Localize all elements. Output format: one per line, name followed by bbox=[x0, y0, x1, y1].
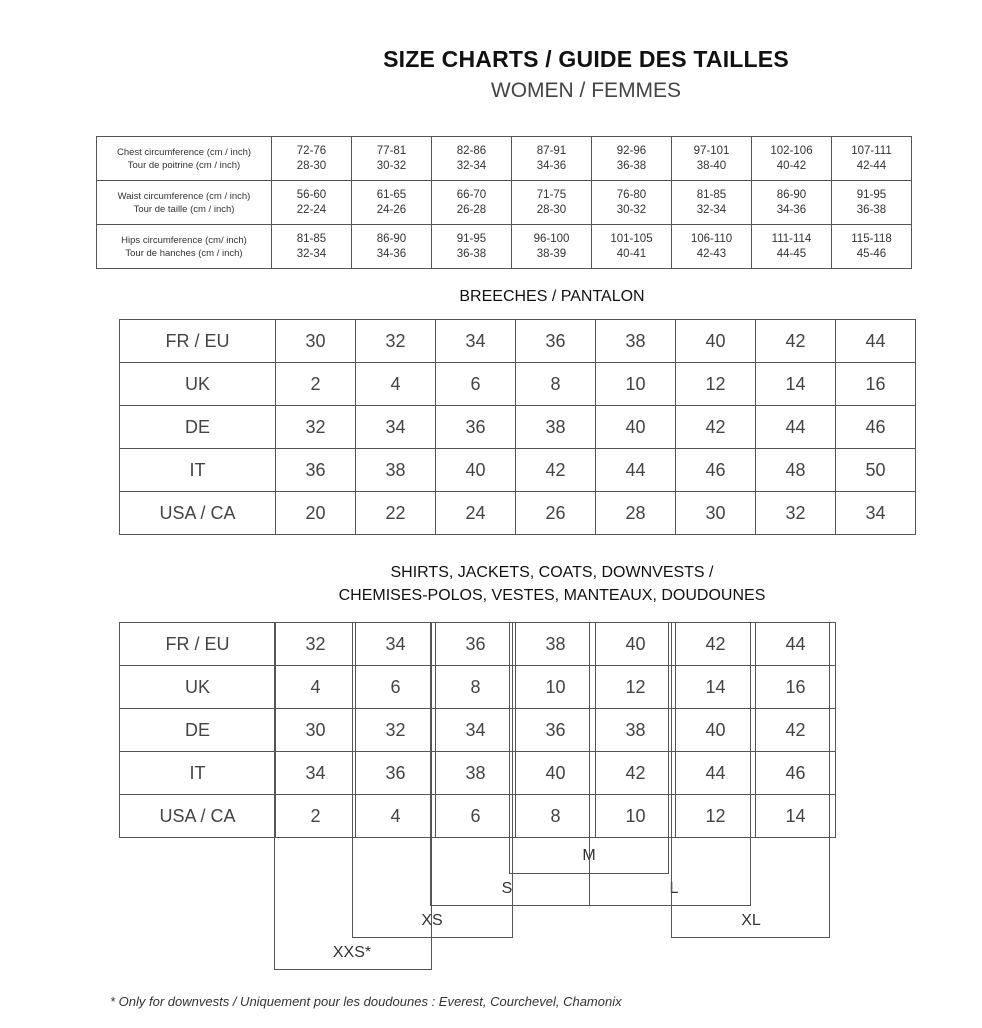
size-value: 44 bbox=[756, 406, 836, 449]
measurement-cell bbox=[752, 181, 832, 225]
cm-value: 97-101 bbox=[693, 144, 730, 157]
size-value: 32 bbox=[356, 709, 436, 752]
row-label-fr: Tour de taille (cm / inch) bbox=[133, 203, 235, 215]
size-value: 10 bbox=[596, 795, 676, 838]
size-system-label: FR / EU bbox=[120, 623, 276, 666]
measurement-cell bbox=[432, 181, 512, 225]
size-value: 12 bbox=[676, 363, 756, 406]
measurement-cell bbox=[832, 181, 912, 225]
size-value: 32 bbox=[356, 320, 436, 363]
inch-value: 32-34 bbox=[696, 203, 727, 216]
size-label-m: M bbox=[582, 847, 596, 864]
cm-value: 87-91 bbox=[536, 144, 567, 157]
size-value: 8 bbox=[516, 363, 596, 406]
inch-value: 36-38 bbox=[456, 247, 487, 260]
inch-value: 44-45 bbox=[776, 247, 807, 260]
size-value: 34 bbox=[356, 623, 436, 666]
cm-value: 82-86 bbox=[456, 144, 487, 157]
size-value: 38 bbox=[356, 449, 436, 492]
size-value: 36 bbox=[436, 406, 516, 449]
cm-value: 106-110 bbox=[690, 232, 733, 245]
size-value: 30 bbox=[276, 709, 356, 752]
bracket-xl bbox=[671, 622, 830, 938]
cm-value: 111-114 bbox=[771, 232, 812, 245]
size-value: 36 bbox=[516, 709, 596, 752]
cm-value: 81-85 bbox=[696, 188, 727, 201]
inch-value: 28-30 bbox=[536, 203, 567, 216]
measurement-cell bbox=[512, 225, 592, 269]
measurement-row-label bbox=[97, 181, 272, 225]
measurement-cell bbox=[592, 137, 672, 181]
size-value: 16 bbox=[836, 363, 916, 406]
size-value: 8 bbox=[436, 666, 516, 709]
size-value: 22 bbox=[356, 492, 436, 535]
size-system-label: IT bbox=[120, 449, 276, 492]
size-system-label: USA / CA bbox=[120, 492, 276, 535]
size-value: 42 bbox=[756, 320, 836, 363]
size-value: 4 bbox=[276, 666, 356, 709]
size-row bbox=[120, 492, 916, 535]
size-value: 4 bbox=[356, 795, 436, 838]
size-value: 32 bbox=[756, 492, 836, 535]
size-value: 38 bbox=[516, 406, 596, 449]
size-value: 48 bbox=[756, 449, 836, 492]
size-row bbox=[120, 406, 916, 449]
size-row bbox=[120, 320, 916, 363]
size-value: 26 bbox=[516, 492, 596, 535]
cm-value: 91-95 bbox=[856, 188, 887, 201]
row-label-en: Waist circumference (cm / inch) bbox=[117, 190, 251, 202]
inch-value: 36-38 bbox=[856, 203, 887, 216]
size-label-xxs: XXS* bbox=[332, 944, 372, 961]
size-value: 4 bbox=[356, 363, 436, 406]
size-value: 46 bbox=[676, 449, 756, 492]
size-value: 8 bbox=[516, 795, 596, 838]
inch-value: 24-26 bbox=[376, 203, 407, 216]
shirts-section-title-line1: SHIRTS, JACKETS, COATS, DOWNVESTS / bbox=[390, 564, 714, 581]
measurement-cell bbox=[592, 181, 672, 225]
inch-value: 38-39 bbox=[536, 247, 567, 260]
size-system-label: DE bbox=[120, 709, 276, 752]
measurement-row bbox=[97, 181, 912, 225]
size-label-xl: XL bbox=[741, 912, 761, 929]
size-value: 42 bbox=[516, 449, 596, 492]
measurement-cell bbox=[752, 225, 832, 269]
size-system-label: USA / CA bbox=[120, 795, 276, 838]
inch-value: 36-38 bbox=[616, 159, 647, 172]
size-value: 40 bbox=[436, 449, 516, 492]
size-label-xs: XS bbox=[421, 912, 443, 929]
size-value: 14 bbox=[676, 666, 756, 709]
measurement-cell bbox=[352, 225, 432, 269]
size-value: 38 bbox=[596, 709, 676, 752]
size-value: 12 bbox=[596, 666, 676, 709]
cm-value: 107-111 bbox=[851, 144, 892, 157]
cm-value: 66-70 bbox=[456, 188, 487, 201]
size-value: 42 bbox=[596, 752, 676, 795]
size-value: 2 bbox=[276, 363, 356, 406]
size-system-label: DE bbox=[120, 406, 276, 449]
inch-value: 34-36 bbox=[776, 203, 807, 216]
size-row bbox=[120, 449, 916, 492]
inch-value: 40-42 bbox=[776, 159, 807, 172]
size-value: 42 bbox=[756, 709, 836, 752]
size-value: 30 bbox=[676, 492, 756, 535]
size-value: 38 bbox=[596, 320, 676, 363]
inch-value: 34-36 bbox=[536, 159, 567, 172]
size-value: 6 bbox=[356, 666, 436, 709]
size-value: 46 bbox=[756, 752, 836, 795]
cm-value: 81-85 bbox=[296, 232, 327, 245]
size-value: 32 bbox=[276, 406, 356, 449]
inch-value: 38-40 bbox=[696, 159, 727, 172]
measurement-cell bbox=[272, 225, 352, 269]
size-value: 40 bbox=[676, 709, 756, 752]
size-value: 44 bbox=[596, 449, 676, 492]
size-label-s: S bbox=[501, 880, 513, 897]
cm-value: 61-65 bbox=[376, 188, 407, 201]
cm-value: 77-81 bbox=[376, 144, 407, 157]
cm-value: 72-76 bbox=[296, 144, 327, 157]
inch-value: 34-36 bbox=[376, 247, 407, 260]
measurement-row-label bbox=[97, 137, 272, 181]
measurement-cell bbox=[512, 181, 592, 225]
measurement-cell bbox=[272, 137, 352, 181]
footnote: * Only for downvests / Uniquement pour les doudounes : Everest, Courchevel, Chamonix bbox=[110, 994, 622, 1009]
inch-value: 22-24 bbox=[296, 203, 327, 216]
cm-value: 101-105 bbox=[610, 232, 653, 245]
bracket-xxs bbox=[274, 622, 432, 970]
size-value: 24 bbox=[436, 492, 516, 535]
size-value: 34 bbox=[436, 709, 516, 752]
size-value: 20 bbox=[276, 492, 356, 535]
cm-value: 86-90 bbox=[776, 188, 807, 201]
size-value: 10 bbox=[516, 666, 596, 709]
inch-value: 45-46 bbox=[856, 247, 887, 260]
size-value: 40 bbox=[596, 406, 676, 449]
inch-value: 40-41 bbox=[616, 247, 647, 260]
cm-value: 102-106 bbox=[770, 144, 813, 157]
inch-value: 30-32 bbox=[376, 159, 407, 172]
size-system-label: UK bbox=[120, 363, 276, 406]
size-value: 44 bbox=[836, 320, 916, 363]
cm-value: 115-118 bbox=[851, 232, 892, 245]
page-subtitle: WOMEN / FEMMES bbox=[490, 79, 682, 102]
size-value: 36 bbox=[516, 320, 596, 363]
size-value: 36 bbox=[436, 623, 516, 666]
measurement-row-label bbox=[97, 225, 272, 269]
size-value: 50 bbox=[836, 449, 916, 492]
measurement-cell bbox=[832, 225, 912, 269]
size-value: 46 bbox=[836, 406, 916, 449]
cm-value: 71-75 bbox=[536, 188, 567, 201]
measurement-cell bbox=[432, 225, 512, 269]
size-row bbox=[120, 363, 916, 406]
row-label-en: Hips circumference (cm/ inch) bbox=[121, 234, 247, 246]
cm-value: 91-95 bbox=[456, 232, 487, 245]
shirts-section-title-line2: CHEMISES-POLOS, VESTES, MANTEAUX, DOUDOUNES bbox=[338, 587, 766, 604]
cm-value: 86-90 bbox=[376, 232, 407, 245]
size-value: 34 bbox=[436, 320, 516, 363]
inch-value: 42-43 bbox=[696, 247, 727, 260]
size-value: 10 bbox=[596, 363, 676, 406]
size-value: 32 bbox=[276, 623, 356, 666]
measurement-cell bbox=[512, 137, 592, 181]
measurement-cell bbox=[752, 137, 832, 181]
measurement-cell bbox=[672, 137, 752, 181]
size-value: 44 bbox=[756, 623, 836, 666]
row-label-fr: Tour de hanches (cm / inch) bbox=[125, 247, 243, 259]
measurement-cell bbox=[832, 137, 912, 181]
measurement-row bbox=[97, 137, 912, 181]
size-value: 6 bbox=[436, 795, 516, 838]
size-value: 40 bbox=[596, 623, 676, 666]
row-label-fr: Tour de poitrine (cm / inch) bbox=[127, 159, 241, 171]
inch-value: 30-32 bbox=[616, 203, 647, 216]
size-value: 28 bbox=[596, 492, 676, 535]
cm-value: 56-60 bbox=[296, 188, 327, 201]
size-value: 34 bbox=[836, 492, 916, 535]
size-value: 2 bbox=[276, 795, 356, 838]
size-value: 34 bbox=[356, 406, 436, 449]
measurement-cell bbox=[352, 181, 432, 225]
size-value: 14 bbox=[756, 795, 836, 838]
size-label-l: L bbox=[669, 880, 679, 897]
size-system-label: FR / EU bbox=[120, 320, 276, 363]
inch-value: 32-34 bbox=[456, 159, 487, 172]
measurement-cell bbox=[432, 137, 512, 181]
size-system-label: UK bbox=[120, 666, 276, 709]
inch-value: 26-28 bbox=[456, 203, 487, 216]
measurement-cell bbox=[272, 181, 352, 225]
page-title: SIZE CHARTS / GUIDE DES TAILLES bbox=[383, 46, 789, 72]
cm-value: 96-100 bbox=[533, 232, 570, 245]
measurement-cell bbox=[672, 225, 752, 269]
measurement-cell bbox=[592, 225, 672, 269]
breeches-section-title: BREECHES / PANTALON bbox=[459, 288, 645, 305]
size-value: 38 bbox=[516, 623, 596, 666]
size-value: 42 bbox=[676, 406, 756, 449]
size-value: 6 bbox=[436, 363, 516, 406]
size-value: 36 bbox=[276, 449, 356, 492]
size-value: 12 bbox=[676, 795, 756, 838]
measurement-row bbox=[97, 225, 912, 269]
breeches-size-table bbox=[119, 319, 916, 535]
inch-value: 32-34 bbox=[296, 247, 327, 260]
size-value: 30 bbox=[276, 320, 356, 363]
inch-value: 28-30 bbox=[296, 159, 327, 172]
size-value: 42 bbox=[676, 623, 756, 666]
measurement-cell bbox=[672, 181, 752, 225]
cm-value: 76-80 bbox=[616, 188, 647, 201]
measurement-cell bbox=[352, 137, 432, 181]
size-value: 34 bbox=[276, 752, 356, 795]
size-system-label: IT bbox=[120, 752, 276, 795]
size-value: 44 bbox=[676, 752, 756, 795]
size-value: 14 bbox=[756, 363, 836, 406]
row-label-en: Chest circumference (cm / inch) bbox=[116, 146, 252, 158]
inch-value: 42-44 bbox=[856, 159, 887, 172]
size-value: 40 bbox=[676, 320, 756, 363]
size-value: 16 bbox=[756, 666, 836, 709]
size-value: 36 bbox=[356, 752, 436, 795]
measurements-table bbox=[96, 136, 912, 269]
cm-value: 92-96 bbox=[616, 144, 647, 157]
size-value: 38 bbox=[436, 752, 516, 795]
size-value: 40 bbox=[516, 752, 596, 795]
